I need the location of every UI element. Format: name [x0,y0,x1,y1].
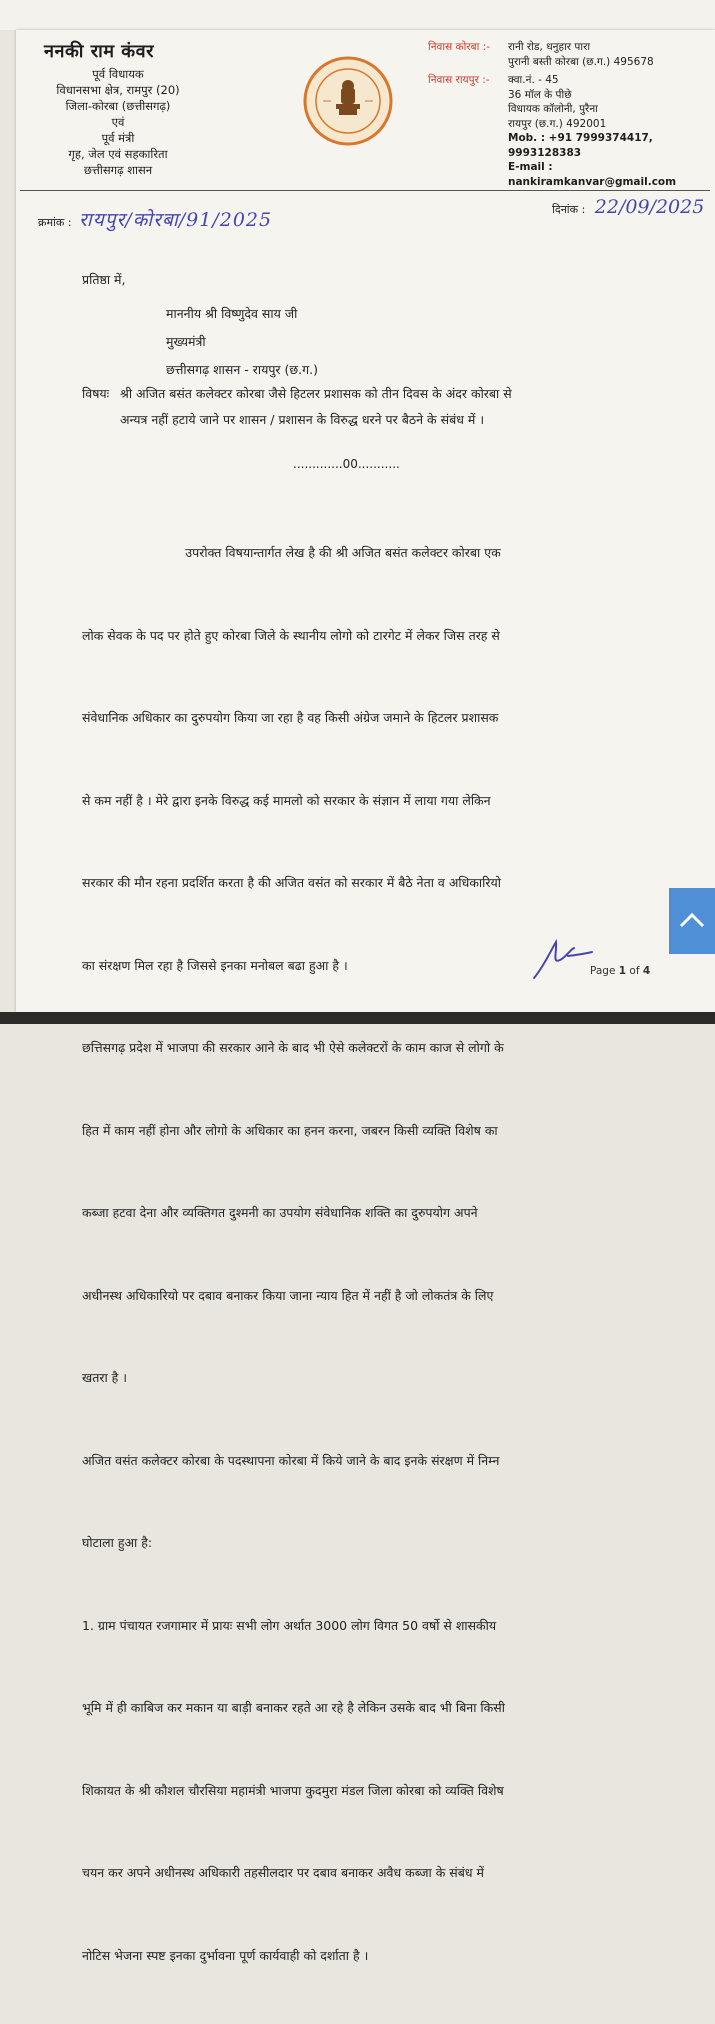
paragraph-line: कब्जा हटवा देना और व्यक्तिगत दुश्मनी का उपयोग संवेधानिक शक्ति का दुरुपयोग अपने [82,1205,478,1220]
sender-title-line: छत्तीसगढ़ शासन [83,163,153,177]
date-value: 22/09/2025 [594,196,705,218]
paragraph-line: अजित वसंत कलेक्टर कोरबा के पदस्थापना कोरबा में किये जाने के बाद इनके संरक्षण में निम्न [82,1452,500,1468]
paragraph-line: संवेधानिक अधिकार का दुरुपयोग किया जा रहा है वह किसी अंग्रेज जमाने के हिटलर प्रशासक [82,710,499,725]
page-prefix: Page [590,965,616,977]
subject-label: विषयः [82,386,110,401]
paragraph-line: सरकार की मौन रहना प्रदर्शित करता है की अजित वसंत को सरकार में बैठे नेता व अधिकारियो [82,875,502,890]
floating-share-tab[interactable] [669,888,715,954]
sender-title-line: जिला-कोरबा (छत्तीसगढ़) [65,99,171,113]
paragraph-line: 1. ग्राम पंचायत रजगामार में प्रायः सभी लोग अर्थात 3000 लोग विगत 50 वर्षो से शासकीय [82,1617,497,1633]
sender-title-line: पूर्व मंत्री [101,131,135,145]
korba-address-line: रानी रोड, धनुहार पारा [508,41,591,53]
page-number [590,965,650,977]
addressee-line: माननीय श्री विष्णुदेव साय जी [166,306,298,321]
mobile-numbers: Mob. : +91 7999374417, 9993128383 [508,132,653,159]
paragraph-line: लोक सेवक के पद पर होते हुए कोरबा जिले के स्थानीय लोगो को टारगेट में लेकर जिस तरह से [82,627,500,643]
sender-name: ननकी राम कंवर [44,41,154,62]
sender-title-line: गृह, जेल एवं सहकारिता [68,147,168,161]
paragraph-line: नोटिस भेजना स्पष्ट इनका दुर्भावना पूर्ण कार्यवाही को दर्शाता है । [82,1947,369,1963]
sender-title-line: विधानसभा क्षेत्र, रामपुर (20) [56,83,180,97]
section-separator: .............00........... [293,457,400,471]
letter-body [82,484,712,2024]
raipur-address-line: 36 मॉल के पीछे [508,88,572,101]
handwritten-signature [526,930,596,985]
subject-line: श्री अजित बसंत कलेक्टर कोरबा जैसे हिटलर प्रशासक को तीन दिवस के अंदर कोरबा से [120,386,512,401]
letterhead-left [38,41,198,178]
korba-address-line: पुरानी बस्ती कोरबा (छ.ग.) 495678 [508,55,654,68]
paragraph-line: अधीनस्थ अधिकारियो पर दबाव बनाकर किया जाना न्याय हित में नहीं है जो लोकतंत्र के लिए [82,1287,494,1303]
page-of: of [629,965,640,977]
sender-title-line: पूर्व विधायक [92,67,144,81]
paragraph-line: खतरा है । [82,1370,128,1385]
raipur-address-line: क्वा.नं. - 45 [508,74,559,86]
header-divider [20,190,710,191]
subject-line: अन्यत्र नहीं हटाये जाने पर शासन / प्रशासन के विरुद्ध धरने पर बैठने के संबंध में । [120,412,485,427]
date-label: दिनांक : [552,203,586,216]
sender-title-line: एवं [111,115,125,129]
letter-date [552,196,704,218]
paragraph-line: शिकायत के श्री कौशल चौरसिया महामंत्री भाजपा कुदमुरा मंडल जिला कोरबा को व्यक्ति विशेष [82,1782,504,1798]
raipur-address-line: विधायक कॉलोनी, पुरैना [508,103,598,115]
addressee-block [166,300,318,384]
paragraph-line: चयन कर अपने अधीनस्थ अधिकारी तहसीलदार पर दबाव बनाकर अवैध कब्जा के संबंध में [82,1865,485,1880]
salutation: प्रतिष्ठा में, [82,272,126,287]
addressee-line: मुख्यमंत्री [166,334,206,349]
raipur-address-line: रायपुर (छ.ग.) 492001 [508,117,607,130]
page-total: 4 [642,965,651,977]
subject-block [82,381,710,433]
raipur-residence-label: निवास रायपुर :- [428,74,490,86]
paragraph-line: उपरोक्त विषयान्तार्गत लेख है की श्री अजित बसंत कलेक्टर कोरबा एक [82,545,501,560]
korba-residence-label: निवास कोरबा :- [428,41,490,53]
reference-value: रायपुर/कोरबा/91/2025 [79,209,273,231]
photo-background-top [0,0,715,30]
page-current: 1 [618,965,627,977]
letterhead-right [428,40,715,189]
reference-label: क्रमांक : [38,216,72,229]
paragraph-line: भूमि में ही काबिज कर मकान या बाड़ी बनाकर रहते आ रहे है लेकिन उसके बाद भी बिना किसी [82,1700,505,1715]
paragraph-line: घोटाला हुआ है: [82,1535,153,1550]
reference-number [38,206,272,232]
email-address: E-mail : nankiramkanvar@gmail.com [508,161,677,188]
letter-page [16,30,715,1963]
assembly-seal-emblem [303,56,393,146]
paragraph-line: हित में काम नहीं होना और लोगो के अधिकार का हनन करना, जबरन किसी व्यक्ति विशेष का [82,1122,498,1138]
chevron-up-icon [677,910,707,930]
paragraph-line: छत्तिसगढ़ प्रदेश में भाजपा की सरकार आने के बाद भी ऐसे कलेक्टरों के काम काज से लोगो के [82,1040,504,1055]
paragraph-line: का संरक्षण मिल रहा है जिससे इनका मनोबल बढा हुआ है । [82,957,348,973]
photo-background-bottom [0,1012,715,1024]
addressee-line: छत्तीसगढ़ शासन - रायपुर (छ.ग.) [166,362,319,377]
paragraph-line: से कम नहीं है । मेरे द्वारा इनके विरुद्ध कई मामलो को सरकार के संज्ञान में लाया गया लेकिन [82,792,491,808]
